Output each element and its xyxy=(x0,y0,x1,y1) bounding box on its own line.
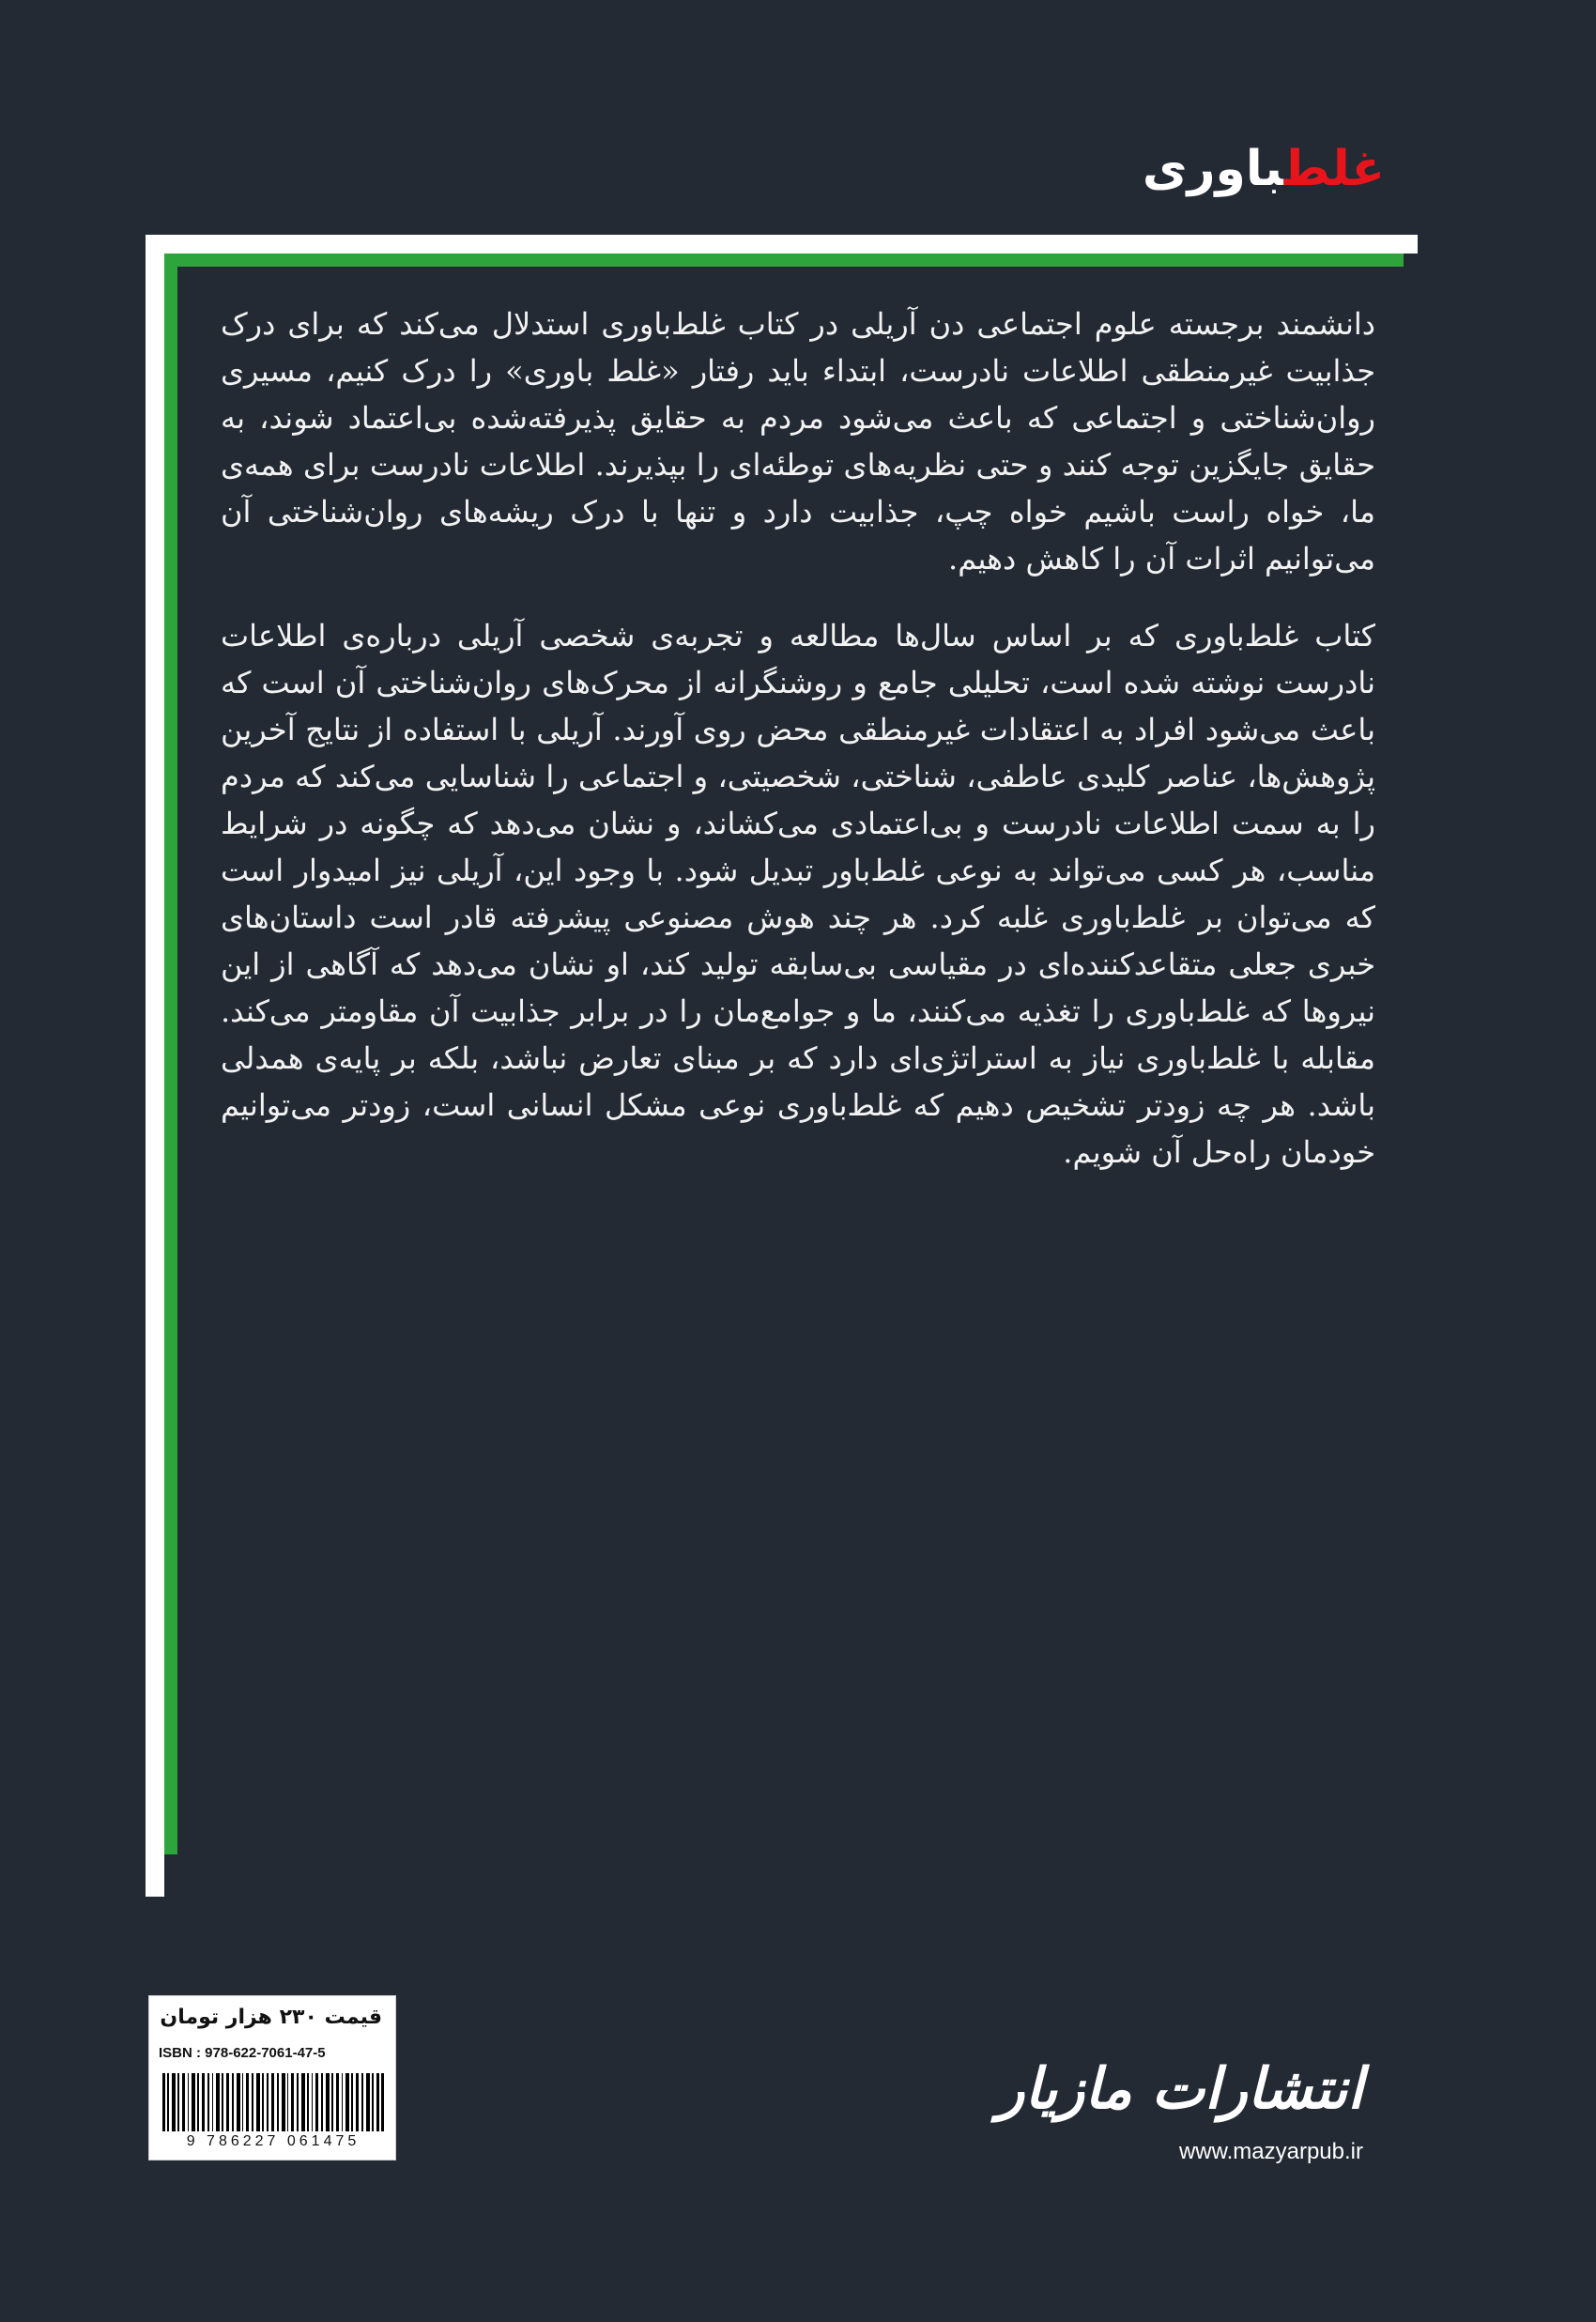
barcode-icon xyxy=(162,2073,384,2131)
blurb-paragraph-2: کتاب غلط‌باوری که بر اساس سال‌ها مطالعه و تجربه‌ی شخصی آریلی درباره‌ی اطلاعات نادرست نوشته شده است، تحلیلی جامع و روشنگرانه از محرک‌های روان‌شناختی آن است که باعث می‌شود افراد به اعتقادات غیرمنطقی محض روی آورند. آریلی با استفاده از نتایج آخرین پژوهش‌ها، عناصر کلیدی عاطفی، شناختی، شخصیتی، و اجتماعی را شناسایی می‌کند که مردم را به سمت اطلاعات نادرست و بی‌اعتمادی می‌کشاند، و نشان می‌دهد که چگونه در شرایط مناسب، هر کسی می‌تواند به نوعی غلط‌باور تبدیل شود. با وجود این، آریلی نیز امیدوار است که می‌توان بر غلط‌باوری غلبه کرد. هر چند هوش مصنوعی پیشرفته قادر است داستان‌های خبری جعلی متقاعدکننده‌ای در مقیاسی بی‌سابقه تولید کند، او نشان می‌دهد که آگاهی از این نیروها که غلط‌باوری را تغذیه می‌کنند، ما و جوامع‌مان را در برابر جذابیت آن مقاومتر می‌کند. مقابله با غلط‌باوری نیاز به استراتژی‌ای دارد که بر مبنای تعارض نباشد، بلکه بر پایه‌ی همدلی باشد. هر چه زودتر تشخیص دهیم که غلط‌باوری نوعی مشکل انسانی است، زودتر می‌توانیم خودمان راه‌حل آن شویم. xyxy=(221,618,1376,1170)
barcode-digits: 9 786227 061475 xyxy=(186,2133,361,2149)
publisher-logo: انتشارات مازیار xyxy=(997,2056,1363,2122)
frame-white-left xyxy=(146,235,164,1897)
blurb-paragraph-1: دانشمند برجسته علوم اجتماعی دن آریلی در کتاب غلط‌باوری استدلال می‌کند که برای درک جذابیت غیرمنطقی اطلاعات نادرست، ابتداء باید رفتار «غلط باوری» را درک کنیم، مسیری روان‌شناختی و اجتماعی که باعث می‌شود مردم به حقایق پذیرفته‌شده بی‌اعتماد شوند، به حقایق جایگزین توجه کنند و حتی نظریه‌های توطئه‌ای را بپذیرند. اطلاعات نادرست برای همه‌ی ما، خواه راست باشیم خواه چپ، جذابیت دارد و تنها با درک ریشه‌های روان‌شناختی آن می‌توانیم اثرات آن را کاهش دهیم. xyxy=(221,306,1375,577)
price-text: قیمت ۲۳۰ هزار تومان xyxy=(160,2006,382,2029)
publisher-website: www.mazyarpub.ir xyxy=(1178,2139,1363,2164)
isbn-text: ISBN : 978-622-7061-47-5 xyxy=(159,2045,326,2061)
blurb-text xyxy=(221,300,1375,1206)
frame-green-left xyxy=(164,254,177,1854)
frame-green-top xyxy=(164,254,1404,267)
book-title-accent: غلط xyxy=(1283,141,1385,197)
book-title xyxy=(1143,141,1385,197)
price-label xyxy=(148,1995,396,2161)
frame-white-top xyxy=(146,235,1418,254)
book-title-rest: باوری xyxy=(1142,141,1284,197)
